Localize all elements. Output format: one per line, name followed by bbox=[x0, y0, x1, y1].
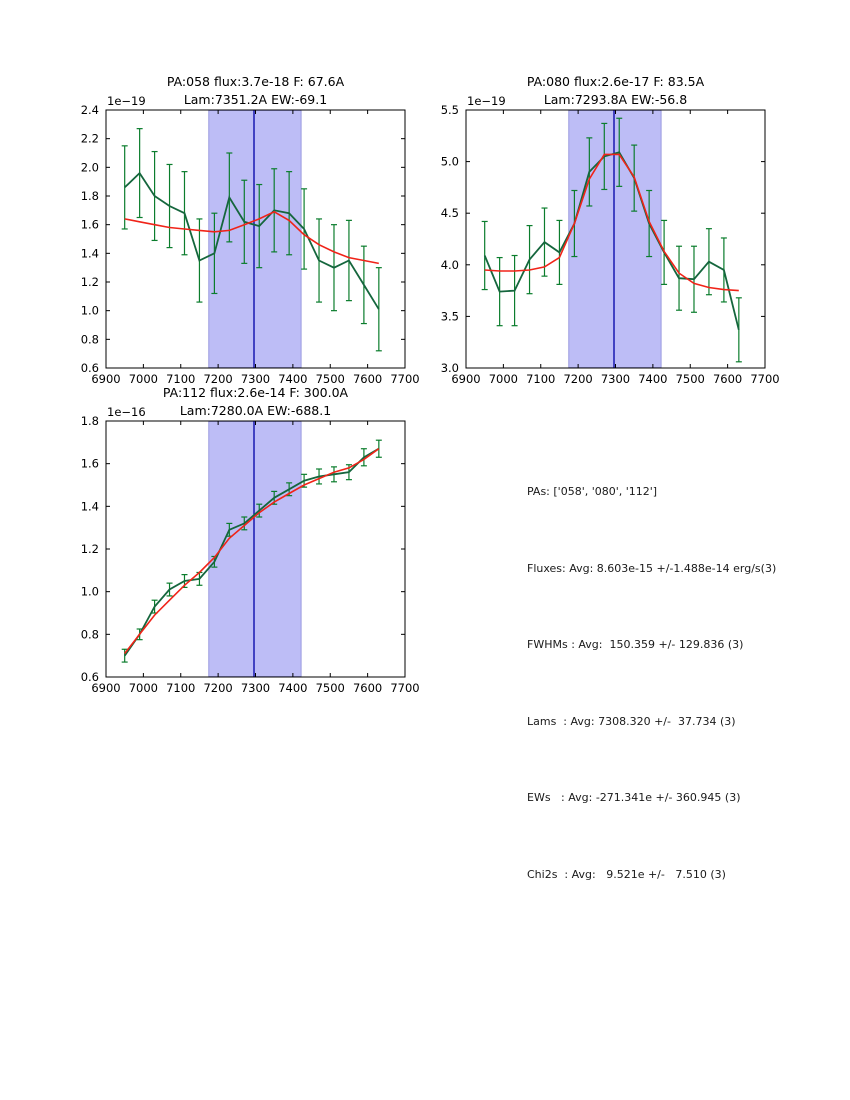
stats-pas: PAs: ['058', '080', '112'] bbox=[527, 485, 658, 498]
x-tick-label: 7100 bbox=[526, 372, 556, 386]
x-tick-label: 6900 bbox=[451, 372, 481, 386]
y-tick-label: 0.8 bbox=[80, 627, 99, 642]
plot-pa080-title-line2: Lam:7293.8A EW:-56.8 bbox=[543, 91, 688, 107]
error-bar bbox=[376, 440, 382, 457]
plot-pa112-title-line1: PA:112 flux:2.6e-14 F: 300.0A bbox=[162, 385, 349, 400]
x-tick-label: 7600 bbox=[352, 372, 383, 386]
plot-pa112-title bbox=[106, 384, 405, 419]
x-tick-label: 6900 bbox=[91, 681, 121, 695]
x-tick-label: 7200 bbox=[203, 681, 233, 695]
plot-pa058-title-line1: PA:058 flux:3.7e-18 F: 67.6A bbox=[166, 74, 345, 89]
x-tick-label: 7600 bbox=[352, 681, 383, 695]
x-tick-label: 7100 bbox=[166, 372, 196, 386]
x-tick-label: 7500 bbox=[675, 372, 705, 386]
fit-window-band bbox=[209, 422, 301, 677]
stats-ews: EWs : Avg: -271.341e +/- 360.945 (3) bbox=[527, 791, 741, 804]
plot-pa080-title-line1: PA:080 flux:2.6e-17 F: 83.5A bbox=[526, 74, 705, 89]
error-bar bbox=[376, 268, 382, 351]
y-tick-label: 1.2 bbox=[80, 275, 99, 289]
y-tick-label: 1.6 bbox=[80, 456, 99, 471]
plot-pa058-y-offset-label: 1e−19 bbox=[107, 94, 146, 108]
y-tick-label: 1.0 bbox=[80, 303, 99, 318]
y-tick-label: 4.0 bbox=[440, 257, 459, 272]
y-tick-label: 4.5 bbox=[440, 206, 459, 221]
plot-pa112-title-line2: Lam:7280.0A EW:-688.1 bbox=[179, 402, 332, 418]
x-tick-label: 7100 bbox=[166, 681, 196, 695]
x-tick-label: 7400 bbox=[278, 681, 308, 695]
y-tick-label: 5.0 bbox=[440, 154, 459, 169]
y-tick-label: 1.2 bbox=[80, 542, 99, 556]
y-tick-label: 0.6 bbox=[80, 361, 99, 375]
plot-pa112-y-offset-label: 1e−16 bbox=[107, 405, 146, 419]
x-tick-label: 7200 bbox=[563, 372, 593, 386]
y-tick-label: 2.2 bbox=[80, 131, 99, 146]
y-tick-label: 1.8 bbox=[80, 414, 99, 428]
x-tick-label: 7000 bbox=[128, 681, 159, 695]
y-tick-label: 1.6 bbox=[80, 217, 99, 232]
fit-window-band bbox=[209, 111, 301, 368]
x-tick-label: 7000 bbox=[128, 372, 159, 386]
plot-pa080 bbox=[441, 103, 780, 386]
error-bar bbox=[122, 146, 128, 229]
y-tick-label: 3.5 bbox=[440, 309, 459, 324]
plot-pa080-y-offset-label: 1e−19 bbox=[467, 94, 506, 108]
x-tick-label: 7500 bbox=[315, 372, 345, 386]
x-tick-label: 7300 bbox=[600, 372, 631, 386]
x-tick-label: 7700 bbox=[390, 681, 420, 695]
error-bar bbox=[736, 298, 742, 362]
stats-fluxes: Fluxes: Avg: 8.603e-15 +/-1.488e-14 erg/s(3) bbox=[527, 561, 777, 575]
x-tick-label: 7700 bbox=[390, 372, 420, 386]
plot-pa058-title-line2: Lam:7351.2A EW:-69.1 bbox=[183, 91, 328, 107]
fit-window-band bbox=[569, 111, 661, 368]
y-tick-label: 2.0 bbox=[80, 160, 99, 175]
x-tick-label: 7700 bbox=[750, 372, 780, 386]
x-tick-label: 7400 bbox=[638, 372, 668, 386]
plot-pa058 bbox=[81, 103, 420, 386]
x-tick-label: 6900 bbox=[91, 372, 121, 386]
x-tick-label: 7400 bbox=[278, 372, 308, 386]
x-tick-label: 7500 bbox=[315, 681, 345, 695]
y-tick-label: 2.4 bbox=[80, 103, 99, 117]
x-tick-label: 7300 bbox=[240, 681, 271, 695]
stats-panel bbox=[527, 428, 776, 938]
y-tick-label: 0.6 bbox=[80, 670, 99, 684]
y-tick-label: 3.0 bbox=[440, 361, 459, 375]
plot-pa080-title bbox=[466, 73, 765, 108]
x-tick-label: 7000 bbox=[488, 372, 519, 386]
y-tick-label: 1.0 bbox=[80, 584, 99, 599]
x-tick-label: 7600 bbox=[712, 372, 743, 386]
stats-chi2s: Chi2s : Avg: 9.521e +/- 7.510 (3) bbox=[527, 867, 726, 881]
plot-pa112 bbox=[81, 414, 420, 695]
y-tick-label: 1.4 bbox=[80, 499, 99, 514]
y-tick-label: 1.4 bbox=[80, 246, 99, 261]
x-tick-label: 7200 bbox=[203, 372, 233, 386]
y-tick-label: 1.8 bbox=[80, 189, 99, 203]
y-tick-label: 0.8 bbox=[80, 332, 99, 347]
y-tick-label: 5.5 bbox=[440, 103, 459, 117]
plot-pa058-title bbox=[106, 73, 405, 108]
x-tick-label: 7300 bbox=[240, 372, 271, 386]
stats-fwhms: FWHMs : Avg: 150.359 +/- 129.836 (3) bbox=[527, 638, 744, 651]
stats-lams: Lams : Avg: 7308.320 +/- 37.734 (3) bbox=[527, 714, 736, 728]
